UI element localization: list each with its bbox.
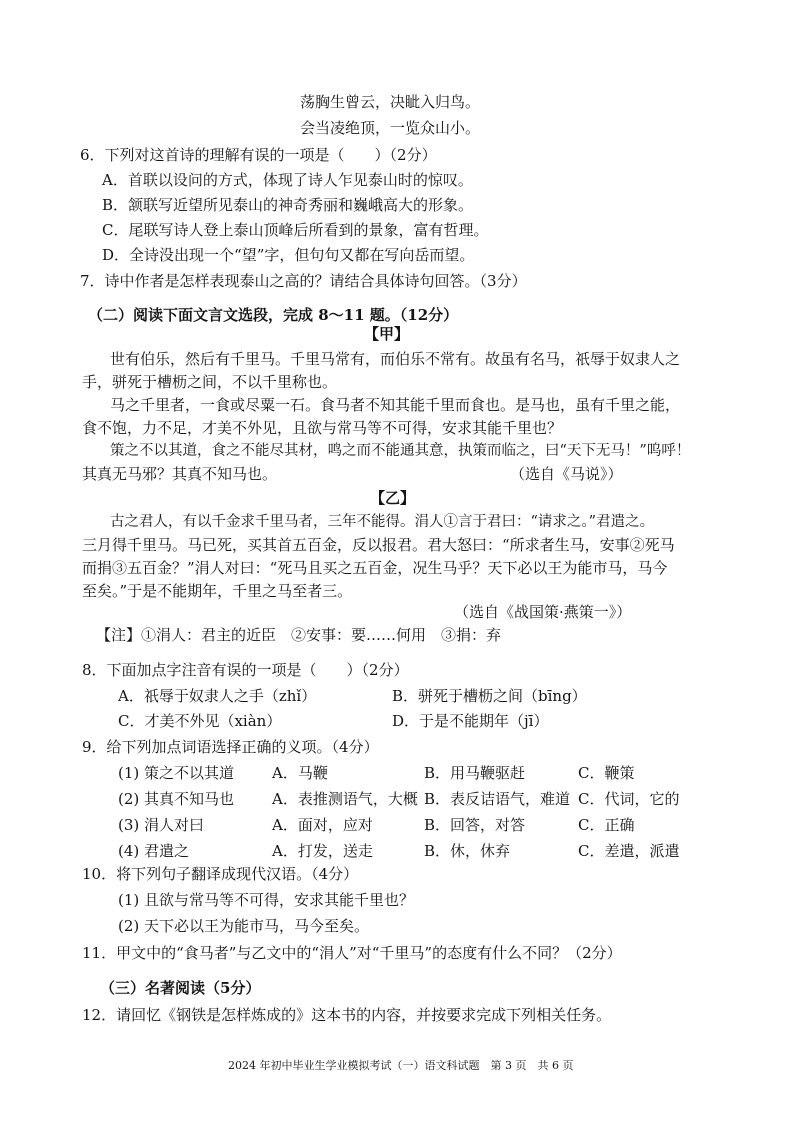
q9-option-a: A．马鞭: [272, 764, 328, 782]
q9-option-c: C．差遣，派遣: [578, 842, 680, 860]
q9-option-a: A．打发，送走: [272, 842, 373, 860]
option-c: C．才美不外见（xiàn）: [118, 712, 282, 730]
poem-line: 荡胸生曾云，决眦入归鸟。: [300, 93, 481, 111]
footnote: 【注】①涓人：君主的近臣 ②安事：要……何用 ③捐：弃: [96, 626, 502, 644]
section-heading: （二）阅读下面文言文选段，完成 8～11 题。（12分）: [88, 306, 459, 324]
option-d: D．于是不能期年（jī）: [392, 712, 549, 730]
q9-option-c: C．正确: [578, 816, 635, 834]
passage-source: （选自《战国策·燕策一》）: [454, 603, 632, 621]
passage-line: 马之千里者，一食或尽粟一石。食马者不知其能千里而食也。是马也，虽有千里之能，: [110, 396, 681, 414]
passage-line: 古之君人，有以千金求千里马者，三年不能得。涓人①言于君曰：“请求之。”君遣之。: [110, 514, 655, 530]
sentence: (2) 天下必以王为能市马，马今至矣。: [118, 917, 370, 935]
q9-option-c: C．鞭策: [578, 764, 635, 782]
q9-option-a: A．表推测语气，大概: [272, 790, 418, 808]
passage-line: 三月得千里马。马已死，买其首五百金，反以报君。君大怒曰：“所求者生马，安事②死马: [82, 536, 675, 554]
q9-option-b: B．休，休弃: [424, 842, 511, 860]
q9-item: (4) 君遣之: [118, 842, 190, 860]
passage-line: 世有伯乐，然后有千里马。千里马常有，而伯乐不常有。故虽有名马，祇辱于奴隶人之: [110, 350, 681, 368]
passage-line: 而捐③五百金？”涓人对曰：“死马且买之五百金，况生马乎？天下必以王为能市马，马今: [82, 559, 668, 577]
q9-option-b: B．回答，对答: [424, 816, 526, 834]
q9-option-c: C．代词，它的: [578, 790, 680, 808]
section-heading: （三）名著阅读（5分）: [100, 979, 261, 997]
passage-label-yi: 【乙】: [370, 489, 416, 507]
q9-option-b: B．表反诘语气，难道: [424, 790, 571, 808]
question-6-stem: 6．下列对这首诗的理解有误的一项是（ ）（2分）: [80, 146, 437, 164]
poem-line: 会当凌绝顶，一览众山小。: [300, 119, 481, 137]
question-11: 11．甲文中的“食马者”与乙文中的“涓人”对“千里马”的态度有什么不同？（2分）: [82, 944, 622, 962]
sentence: (1) 且欲与常马等不可得，安求其能千里也？: [118, 891, 415, 909]
option-c: C．尾联写诗人登上泰山顶峰后所看到的景象，富有哲理。: [102, 221, 489, 239]
option-d: D．全诗没出现一个“望”字，但句句又都在写向岳而望。: [102, 246, 475, 264]
passage-line: 食不饱，力不足，才美不外见，且欲与常马等不可得，安求其能千里也？: [82, 419, 563, 437]
q9-item: (1) 策之不以其道: [118, 764, 235, 782]
question-8-stem: 8．下面加点字注音有误的一项是（ ）（2分）: [82, 661, 409, 679]
question-9-stem: 9．给下列加点词语选择正确的义项。（4分）: [82, 738, 379, 756]
question-12: 12．请回忆《钢铁是怎样炼成的》这本书的内容，并按要求完成下列相关任务。: [82, 1006, 612, 1024]
question-10-stem: 10．将下列句子翻译成现代汉语。（4分）: [82, 865, 359, 883]
passage-line: 策之不以其道，食之不能尽其材，鸣之而不能通其意，执策而临之，曰“天下无马！”呜呼！: [110, 443, 691, 459]
option-b: B．颔联写近望所见泰山的神奇秀丽和巍峨高大的形象。: [102, 196, 474, 214]
option-b: B．骈死于槽枥之间（bīng）: [392, 687, 587, 705]
option-a: A．祇辱于奴隶人之手（zhǐ）: [118, 687, 317, 705]
option-a: A．首联以设问的方式，体现了诗人乍见泰山时的惊叹。: [102, 171, 473, 189]
page-footer: 2024 年初中毕业生学业模拟考试（一）语文科试题 第 3 页 共 6 页: [228, 1059, 574, 1072]
q9-item: (2) 其真不知马也: [118, 790, 235, 808]
question-7: 7．诗中作者是怎样表现泰山之高的？请结合具体诗句回答。（3分）: [80, 272, 527, 290]
passage-source: （选自《马说》）: [510, 465, 623, 483]
passage-label-jia: 【甲】: [364, 325, 410, 343]
passage-line: 至矣。”于是不能期年，千里之马至者三。: [82, 582, 353, 600]
q9-option-a: A．面对，应对: [272, 816, 373, 834]
q9-item: (3) 涓人对曰: [118, 816, 205, 834]
passage-line: 手，骈死于槽枥之间，不以千里称也。: [82, 373, 338, 391]
passage-line: 其真无马邪？其真不知马也。: [82, 465, 278, 483]
q9-option-b: B．用马鞭驱赶: [424, 764, 526, 782]
